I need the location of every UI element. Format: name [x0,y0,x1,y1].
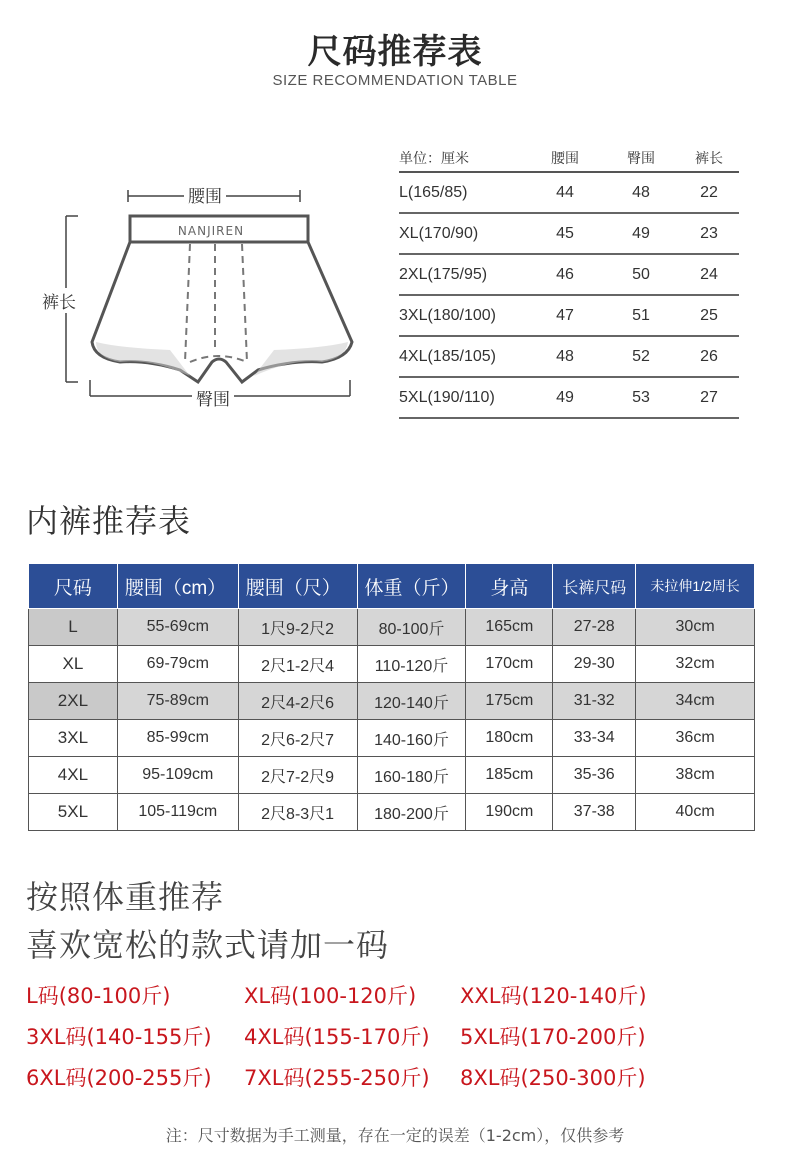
header-waist-chi: 腰围（尺） [238,564,357,609]
cell: 34cm [636,683,755,720]
header-trouser-size: 长裤尺码 [553,564,636,609]
briefs-diagram [30,180,375,415]
table-row [399,254,739,295]
hip-cell: 52 [603,336,679,377]
header-height: 身高 [466,564,553,609]
cell: 2尺6-2尺7 [238,720,357,757]
cell: 95-109cm [117,757,238,794]
header-length: 裤长 [679,144,739,172]
table-row [29,794,755,831]
cell: 165cm [466,609,553,646]
weight-size-item: 6XL码(200-255斤) [26,1066,212,1090]
header-waist-cm: 腰围（cm） [117,564,238,609]
size-cell: 5XL(190/110) [399,377,527,418]
header-half-circumference: 未拉伸1/2周长 [636,564,755,609]
weight-size-item: XL码(100-120斤) [244,984,417,1008]
waist-cell: 44 [527,172,603,213]
header-weight: 体重（斤） [357,564,466,609]
size-cell: 4XL(185/105) [399,336,527,377]
cell: 69-79cm [117,646,238,683]
cell: 2尺4-2尺6 [238,683,357,720]
cell: 38cm [636,757,755,794]
cell: 30cm [636,609,755,646]
table-row [399,213,739,254]
cell: 185cm [466,757,553,794]
cell: 105-119cm [117,794,238,831]
brand-text: NANJIREN [177,224,245,238]
cell: 140-160斤 [357,720,466,757]
cell: 3XL [29,720,118,757]
length-cell: 22 [679,172,739,213]
cell: 180cm [466,720,553,757]
cell: 180-200斤 [357,794,466,831]
cell: 29-30 [553,646,636,683]
cell: 40cm [636,794,755,831]
hip-cell: 50 [603,254,679,295]
size-table-header [399,144,739,172]
size-cell: XL(170/90) [399,213,527,254]
size-cell: 2XL(175/95) [399,254,527,295]
cell: 27-28 [553,609,636,646]
waist-cell: 45 [527,213,603,254]
weight-size-item: L码(80-100斤) [26,984,171,1008]
table-row [399,172,739,213]
table-row [29,757,755,794]
cell: 37-38 [553,794,636,831]
cell: 190cm [466,794,553,831]
size-table [399,144,739,419]
length-cell: 25 [679,295,739,336]
page-title: 尺码推荐表 [307,32,483,72]
header-hip: 臀围 [603,144,679,172]
cell: 31-32 [553,683,636,720]
cell: 4XL [29,757,118,794]
size-cell: L(165/85) [399,172,527,213]
loose-fit-heading: 喜欢宽松的款式请加一码 [26,926,390,964]
header-unit: 单位：厘米 [399,144,527,172]
table-row [29,609,755,646]
cell: 175cm [466,683,553,720]
hip-cell: 49 [603,213,679,254]
hip-cell: 51 [603,295,679,336]
table-row [29,683,755,720]
waist-cell: 49 [527,377,603,418]
cell: 2尺8-3尺1 [238,794,357,831]
page-subtitle: SIZE RECOMMENDATION TABLE [272,72,518,89]
underwear-section-title: 内裤推荐表 [26,502,192,540]
cell: 85-99cm [117,720,238,757]
cell: 2XL [29,683,118,720]
measurement-note: 注：尺寸数据为手工测量，存在一定的误差（1-2cm），仅供参考 [165,1126,625,1145]
waist-label: 腰围 [184,182,226,207]
hip-label: 臀围 [192,385,234,410]
cell: 2尺1-2尺4 [238,646,357,683]
waist-cell: 48 [527,336,603,377]
cell: XL [29,646,118,683]
underwear-table [28,563,755,831]
cell: 1尺9-2尺2 [238,609,357,646]
weight-heading: 按照体重推荐 [26,878,225,916]
cell: 35-36 [553,757,636,794]
length-label: 裤长 [38,288,80,313]
cell: 2尺7-2尺9 [238,757,357,794]
table-row [399,295,739,336]
length-cell: 27 [679,377,739,418]
cell: 120-140斤 [357,683,466,720]
briefs-illustration [30,180,375,415]
cell: 36cm [636,720,755,757]
waist-cell: 46 [527,254,603,295]
cell: 80-100斤 [357,609,466,646]
cell: 170cm [466,646,553,683]
table-row [29,720,755,757]
length-cell: 23 [679,213,739,254]
cell: 32cm [636,646,755,683]
size-cell: 3XL(180/100) [399,295,527,336]
weight-size-item: 4XL码(155-170斤) [244,1025,430,1049]
hip-cell: 53 [603,377,679,418]
underwear-table-header [29,564,755,609]
hip-cell: 48 [603,172,679,213]
length-cell: 26 [679,336,739,377]
cell: 75-89cm [117,683,238,720]
weight-size-item: 5XL码(170-200斤) [460,1025,646,1049]
cell: L [29,609,118,646]
cell: 160-180斤 [357,757,466,794]
cell: 55-69cm [117,609,238,646]
cell: 33-34 [553,720,636,757]
cell: 110-120斤 [357,646,466,683]
header-size: 尺码 [29,564,118,609]
weight-size-item: 3XL码(140-155斤) [26,1025,212,1049]
waist-cell: 47 [527,295,603,336]
weight-size-item: XXL码(120-140斤) [460,984,647,1008]
weight-size-item: 8XL码(250-300斤) [460,1066,646,1090]
weight-size-item: 7XL码(255-250斤) [244,1066,430,1090]
table-row [29,646,755,683]
cell: 5XL [29,794,118,831]
table-row [399,377,739,418]
table-row [399,336,739,377]
header-waist: 腰围 [527,144,603,172]
length-cell: 24 [679,254,739,295]
